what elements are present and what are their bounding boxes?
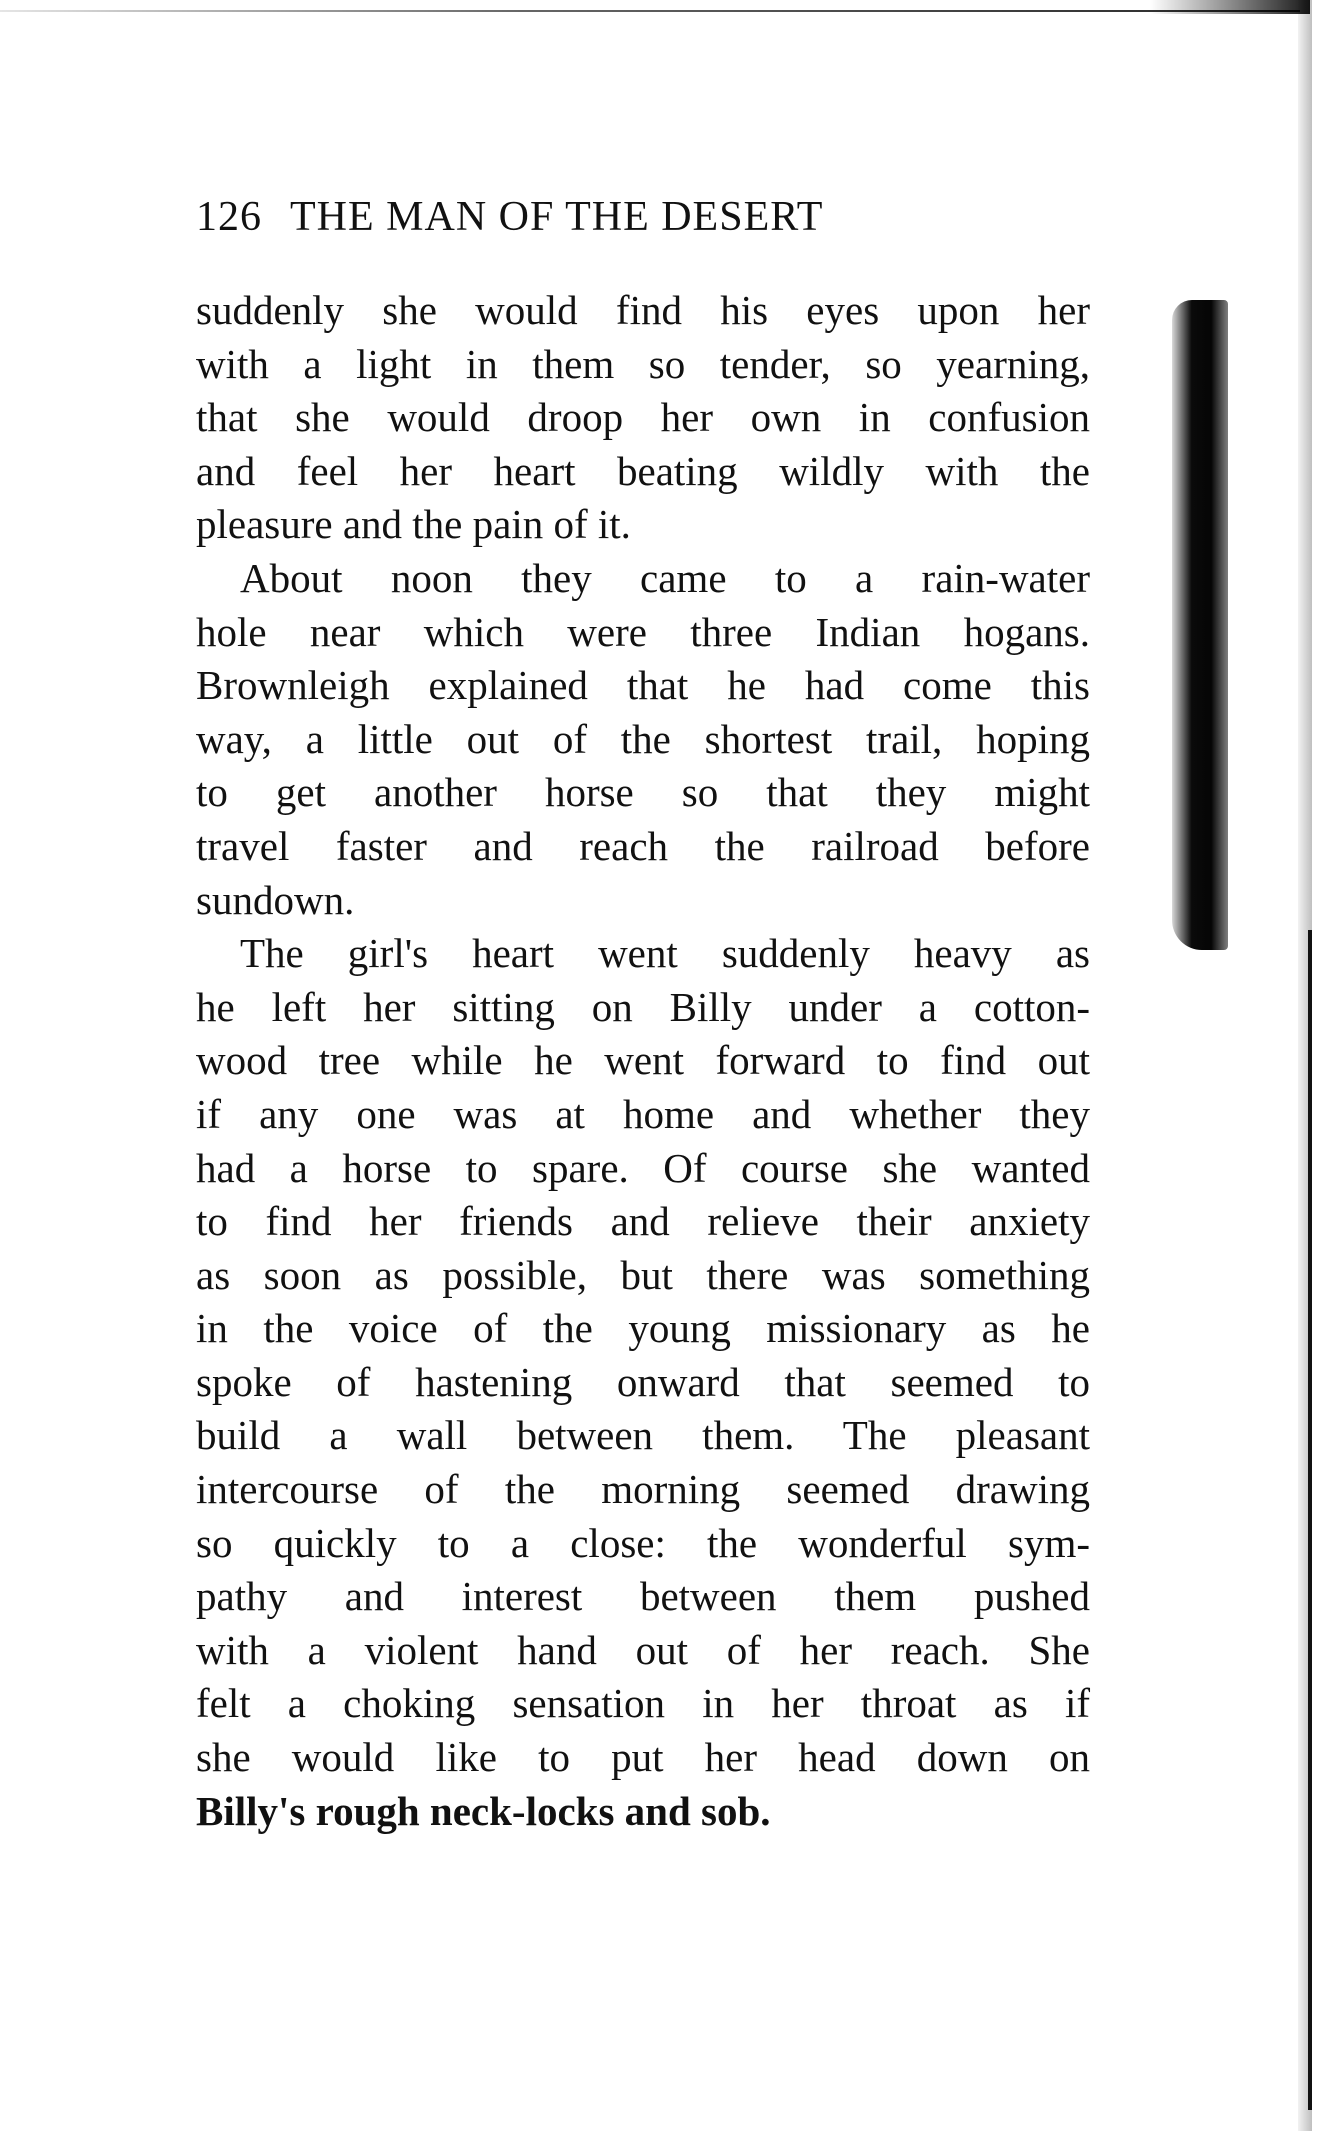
text-line: About noon they came to a rain-water [240, 554, 1090, 601]
text-line: felt a choking sensation in her throat as if [196, 1680, 1090, 1727]
text-line: to get another horse so that they might [196, 769, 1090, 816]
text-line: intercourse of the morning seemed drawing [196, 1466, 1090, 1513]
text-line: if any one was at home and whether they [196, 1090, 1090, 1137]
body-text [196, 284, 1090, 1838]
text-line: had a horse to spare. Of course she wanted [196, 1144, 1090, 1191]
paragraph-2 [196, 552, 1090, 927]
text-line: that she would droop her own in confusion [196, 394, 1090, 441]
page-number: 126 [196, 194, 262, 240]
running-title: THE MAN OF THE DESERT [290, 194, 824, 240]
text-line: build a wall between them. The pleasant [196, 1412, 1090, 1459]
text-line: pleasure and the pain of it. [196, 501, 631, 548]
text-line: Billy's rough neck-locks and sob. [196, 1787, 771, 1834]
text-line: with a violent hand out of her reach. She [196, 1626, 1090, 1673]
text-line: suddenly she would find his eyes upon her [196, 287, 1090, 333]
text-line: sundown. [196, 876, 355, 923]
text-line: she would like to put her head down on [196, 1734, 1090, 1781]
text-line: Brownleigh explained that he had come this [196, 662, 1090, 709]
text-line: and feel her heart beating wildly with the [196, 447, 1090, 494]
text-line: spoke of hastening onward that seemed to [196, 1358, 1090, 1405]
text-line: to find her friends and relieve their anxiety [196, 1198, 1090, 1245]
text-line: pathy and interest between them pushed [196, 1573, 1090, 1620]
text-line: in the voice of the young missionary as he [196, 1305, 1090, 1352]
running-header [196, 193, 1096, 241]
paragraph-3 [196, 927, 1090, 1838]
text-line: The girl's heart went suddenly heavy as [240, 930, 1090, 977]
text-line: way, a little out of the shortest trail, hoping [196, 715, 1090, 762]
text-line: travel faster and reach the railroad before [196, 822, 1090, 869]
binding-shadow [1172, 300, 1228, 950]
scan-top-edge-shadow [1150, 0, 1310, 14]
text-line: wood tree while he went forward to find out [196, 1037, 1090, 1084]
scan-right-edge-line [1308, 930, 1312, 2110]
text-line: he left her sitting on Billy under a cotton- [196, 983, 1090, 1030]
text-line: so quickly to a close: the wonderful sym- [196, 1519, 1090, 1566]
text-line: with a light in them so tender, so yearning, [196, 340, 1090, 387]
scan-top-edge [0, 10, 1300, 12]
text-line: as soon as possible, but there was something [196, 1251, 1090, 1298]
paragraph-1 [196, 284, 1090, 552]
text-line: hole near which were three Indian hogans. [196, 608, 1090, 655]
